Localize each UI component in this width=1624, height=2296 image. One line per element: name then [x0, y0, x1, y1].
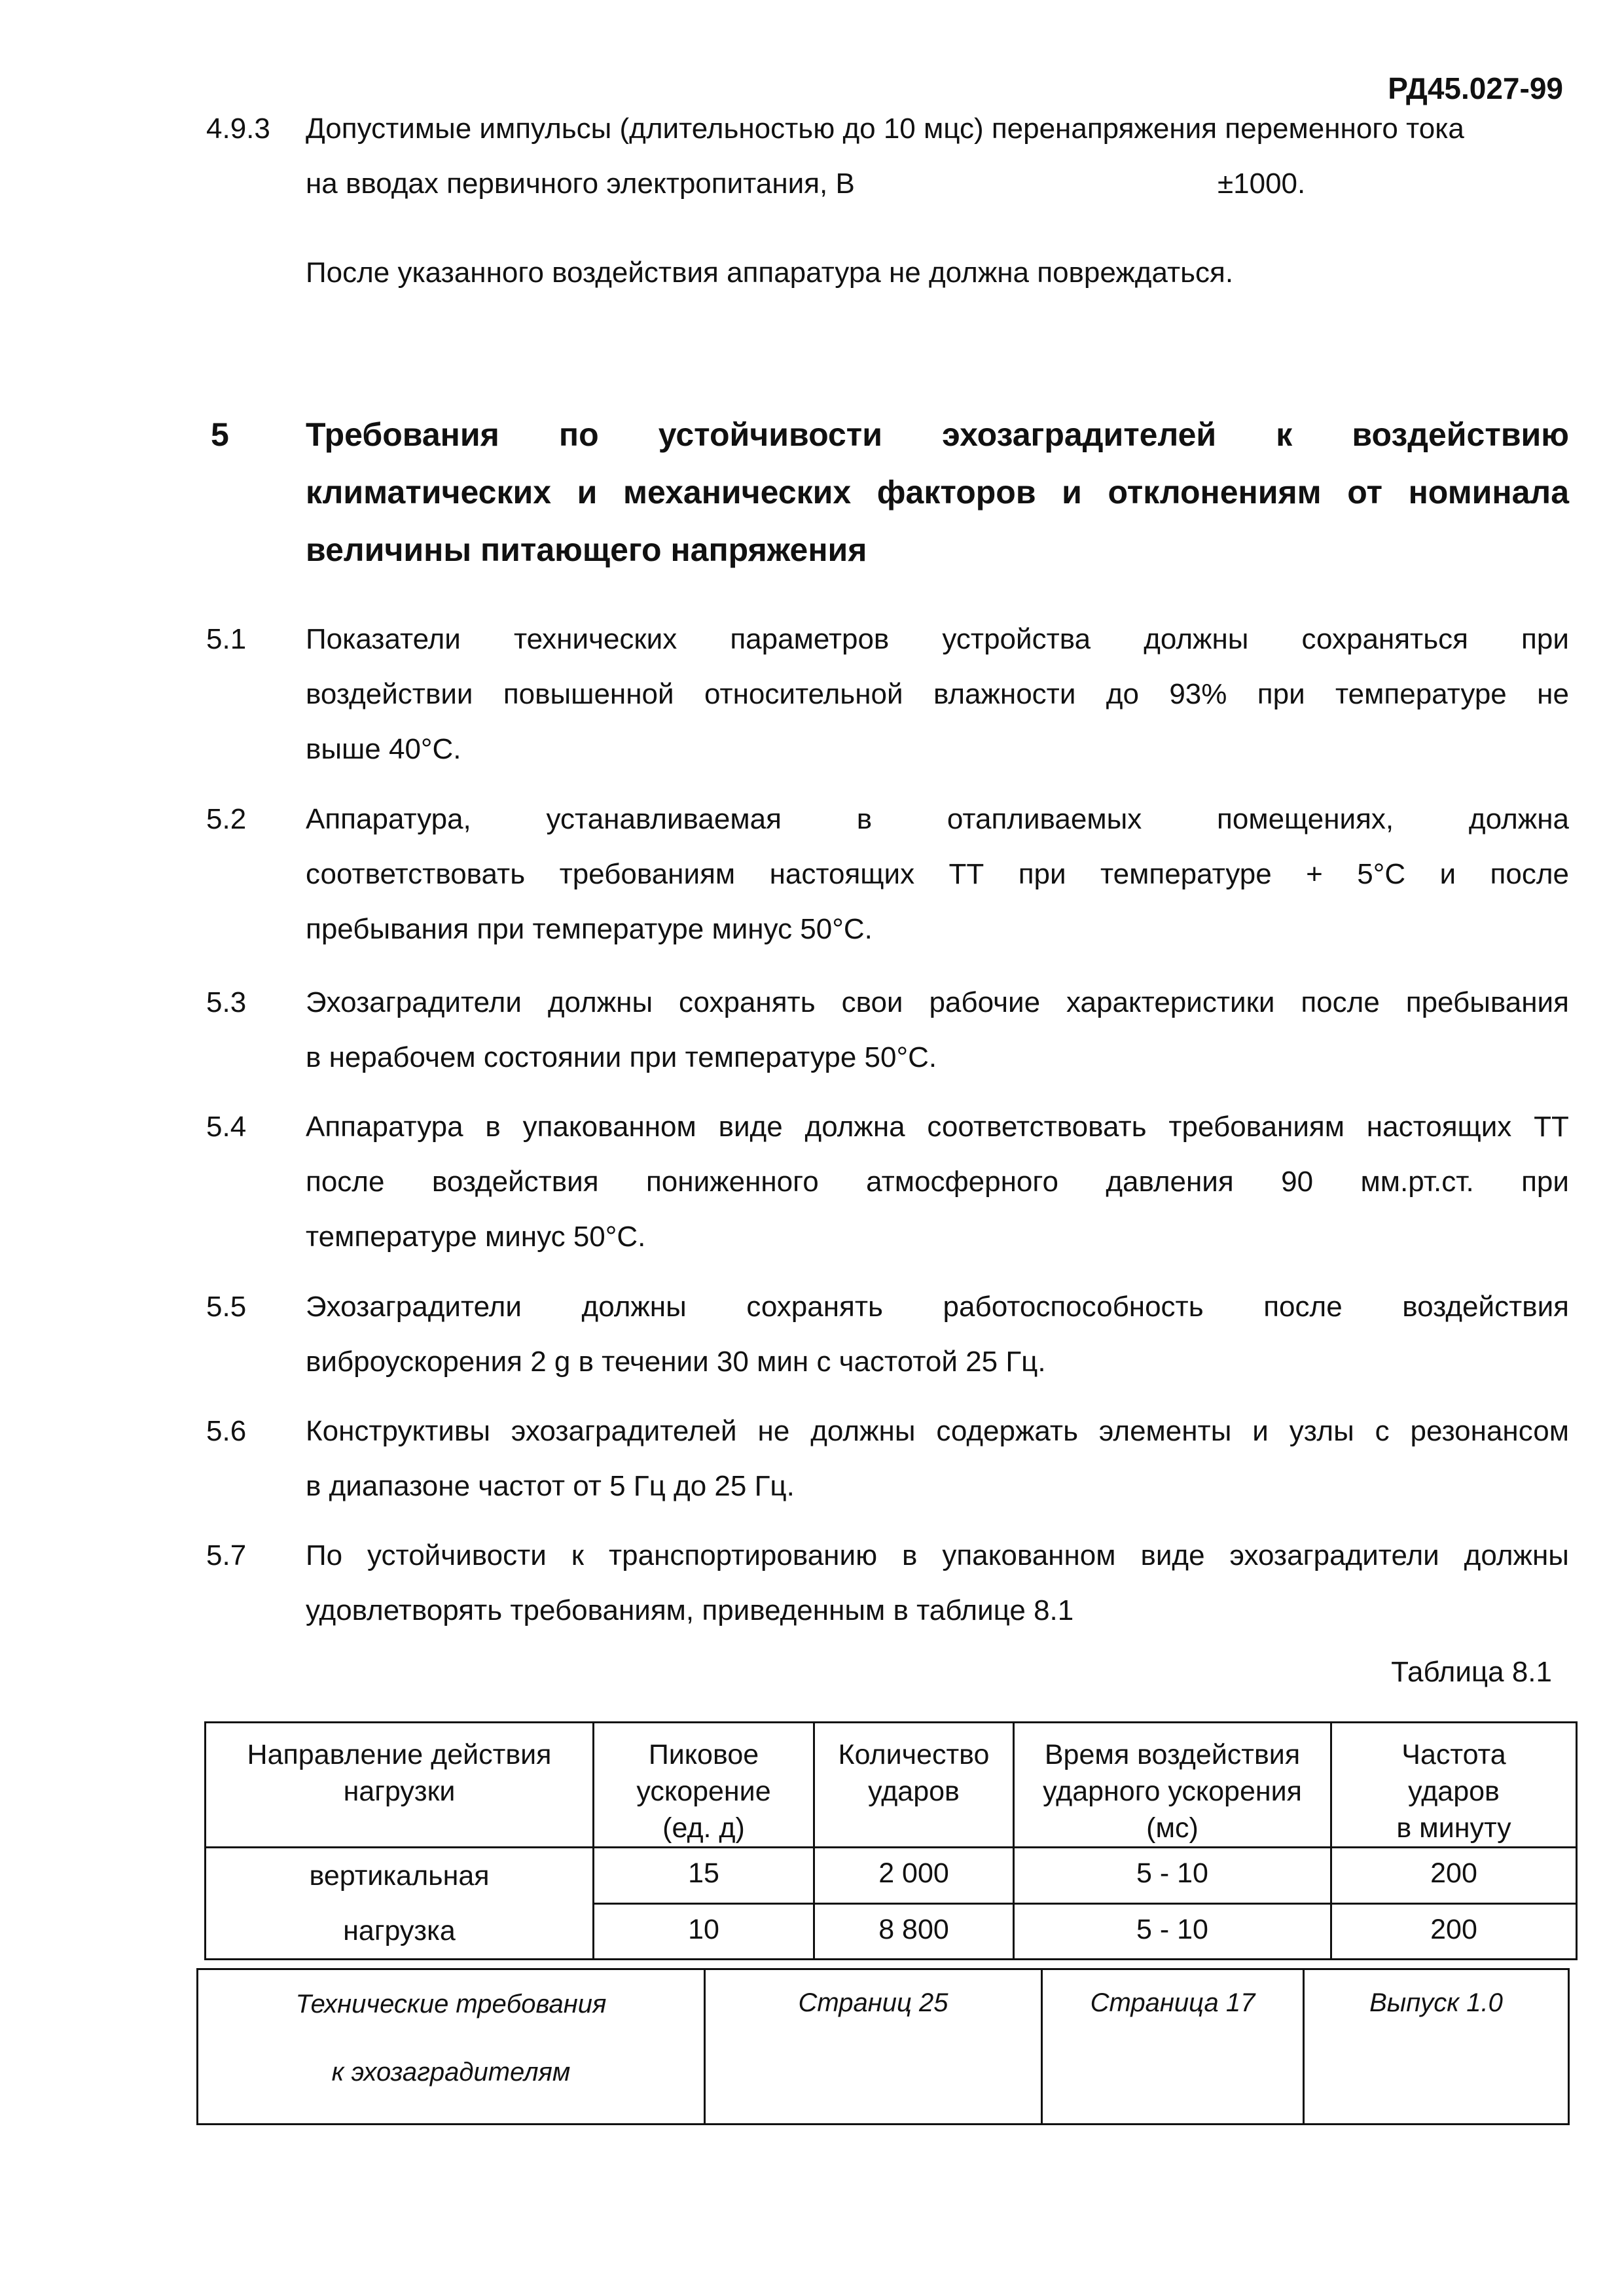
word: после	[1301, 986, 1380, 1018]
item-number: 5.4	[206, 1111, 247, 1143]
item-line	[306, 612, 1569, 667]
table-cell: 8 800	[814, 1903, 1014, 1960]
word: при	[1521, 623, 1569, 655]
word: эхозаградители	[1229, 1539, 1439, 1571]
item-line: в нерабочем состоянии при температуре 50°С.	[306, 1041, 937, 1073]
word: эхозаградителей	[511, 1415, 737, 1447]
header-line: Частота	[1401, 1739, 1506, 1770]
item-line	[306, 667, 1569, 722]
word: содержать	[936, 1415, 1078, 1447]
footer-doc-title	[198, 1969, 705, 2125]
item-body	[306, 1100, 1569, 1265]
paragraph-note: После указанного воздействия аппаратура не должна повреждаться.	[306, 257, 1234, 289]
word: устройства	[942, 623, 1091, 655]
header-shock-frequency	[1331, 1723, 1577, 1848]
item-line	[306, 847, 1569, 902]
heading-word: номинала	[1408, 474, 1569, 511]
paragraph-body	[306, 101, 1569, 211]
item-line	[306, 1528, 1569, 1583]
word: соответствовать	[927, 1111, 1147, 1143]
item-line: температуре минус 50°С.	[306, 1221, 646, 1253]
word: Конструктивы	[306, 1415, 491, 1447]
word: Эхозаградители	[306, 1291, 522, 1323]
item-line	[306, 1155, 1569, 1210]
word: технических	[513, 623, 677, 655]
word: не	[1537, 678, 1569, 710]
table-row	[206, 1848, 1577, 1904]
word: +	[1306, 858, 1323, 890]
item-line	[306, 1100, 1569, 1155]
word: после	[1263, 1291, 1343, 1323]
word: до	[1106, 678, 1139, 710]
word: с	[1375, 1415, 1390, 1447]
word: помещениях,	[1217, 803, 1394, 835]
word: ТТ	[1534, 1111, 1569, 1143]
word: относительной	[704, 678, 903, 710]
table-header-row	[206, 1723, 1577, 1848]
item-body	[306, 1280, 1569, 1390]
header-line: нагрузки	[343, 1776, 456, 1807]
header-line: (ед. д)	[662, 1812, 745, 1844]
item-body	[306, 975, 1569, 1085]
word: рабочие	[929, 986, 1041, 1018]
word: виде	[1140, 1539, 1205, 1571]
word: характеристики	[1066, 986, 1275, 1018]
item-line	[306, 792, 1569, 847]
word: в	[856, 803, 873, 835]
header-load-direction	[206, 1723, 594, 1848]
word: 93%	[1169, 678, 1227, 710]
item-body	[306, 1404, 1569, 1514]
item-line	[306, 975, 1569, 1030]
header-line: ударов	[1408, 1776, 1500, 1807]
section-number: 5	[211, 416, 229, 453]
section-title	[306, 406, 1569, 579]
word: настоящих	[769, 858, 915, 890]
word: не	[757, 1415, 790, 1447]
header-shock-count	[814, 1723, 1014, 1848]
section-title-line	[306, 406, 1569, 463]
heading-word: механических	[623, 474, 852, 511]
word: температуре	[1100, 858, 1272, 890]
heading-word: отклонениям	[1108, 474, 1322, 511]
word: виде	[718, 1111, 783, 1143]
word: пониженного	[645, 1166, 819, 1198]
table-cell: 200	[1331, 1903, 1577, 1960]
header-line: Направление действия	[247, 1739, 552, 1770]
heading-word: и	[1062, 474, 1082, 511]
word: отапливаемых	[947, 803, 1142, 835]
cell-line: вертикальная	[309, 1860, 490, 1892]
item-line: удовлетворять требованиям, приведенным в таблице 8.1	[306, 1594, 1074, 1626]
cell-line: нагрузка	[343, 1915, 456, 1946]
item-number: 5.3	[206, 986, 247, 1018]
word: атмосферного	[866, 1166, 1058, 1198]
word: 5°С	[1357, 858, 1406, 890]
footer-line: к эхозаградителям	[331, 2058, 571, 2087]
header-line: ударного ускорения	[1043, 1776, 1302, 1807]
document-code: РД45.027-99	[1388, 71, 1563, 105]
word: свои	[841, 986, 903, 1018]
line-text: на вводах первичного электропитания, В	[306, 168, 855, 200]
word: работоспособность	[943, 1291, 1204, 1323]
table-cell: 5 - 10	[1014, 1848, 1331, 1904]
table-cell: 2 000	[814, 1848, 1014, 1904]
footer-issue: Выпуск 1.0	[1304, 1969, 1569, 2125]
word: устойчивости	[367, 1539, 547, 1571]
item-number: 5.1	[206, 623, 247, 655]
word: ТТ	[948, 858, 984, 890]
heading-word: к	[1276, 416, 1293, 453]
word: воздействии	[306, 678, 473, 710]
word: воздействия	[1402, 1291, 1569, 1323]
word: в	[902, 1539, 918, 1571]
word: мм.рт.ст.	[1360, 1166, 1474, 1198]
item-number: 5.7	[206, 1539, 247, 1571]
footer-page-number: Страница 17	[1042, 1969, 1304, 2125]
paragraph-number: 4.9.3	[206, 113, 270, 145]
section-title-line: величины питающего напряжения	[306, 531, 867, 568]
word: в	[485, 1111, 501, 1143]
item-line: виброускорения 2 g в течении 30 мин с частотой 25 Гц.	[306, 1346, 1046, 1378]
word: к	[571, 1539, 585, 1571]
word: температуре	[1335, 678, 1507, 710]
word: требованиям	[559, 858, 736, 890]
heading-word: эхозаградителей	[942, 416, 1217, 453]
word: узлы	[1289, 1415, 1354, 1447]
word: настоящих	[1366, 1111, 1512, 1143]
header-line: ускорение	[636, 1776, 771, 1807]
header-line: (мс)	[1146, 1812, 1199, 1844]
word: должны	[1464, 1539, 1569, 1571]
word: требованиям	[1168, 1111, 1344, 1143]
section-title-line	[306, 463, 1569, 521]
header-peak-acceleration	[594, 1723, 814, 1848]
header-line: Пиковое	[648, 1739, 759, 1770]
paragraph-line: Допустимые импульсы (длительностью до 10 мцс) перенапряжения переменного тока	[306, 113, 1464, 145]
item-body	[306, 612, 1569, 777]
footer-line: Технические требования	[295, 1990, 607, 2018]
word: пребывания	[1405, 986, 1569, 1018]
word: должна	[1468, 803, 1569, 835]
item-line: пребывания при температуре минус 50°С.	[306, 913, 873, 945]
item-line	[306, 1404, 1569, 1459]
heading-word: воздействию	[1352, 416, 1569, 453]
table-cell: 5 - 10	[1014, 1903, 1331, 1960]
paragraph-line	[306, 156, 1569, 211]
item-body	[306, 1528, 1569, 1638]
header-line: Время воздействия	[1044, 1739, 1301, 1770]
footer-stamp	[196, 1968, 1570, 2125]
footer-row	[198, 1969, 1569, 2125]
word: должны	[547, 986, 653, 1018]
word: должны	[581, 1291, 687, 1323]
word: Показатели	[306, 623, 461, 655]
word: при	[1521, 1166, 1569, 1198]
word: По	[306, 1539, 343, 1571]
word: после	[306, 1166, 385, 1198]
header-shock-duration	[1014, 1723, 1331, 1848]
word: Аппаратура	[306, 1111, 463, 1143]
word: при	[1018, 858, 1066, 890]
word: резонансом	[1410, 1415, 1569, 1447]
item-line	[306, 1280, 1569, 1335]
heading-word: климатических	[306, 474, 552, 511]
word: устанавливаемая	[546, 803, 782, 835]
word: элементы	[1098, 1415, 1232, 1447]
voltage-value: ±1000.	[1218, 168, 1306, 200]
word: влажности	[933, 678, 1076, 710]
header-line: ударов	[868, 1776, 960, 1807]
word: параметров	[730, 623, 890, 655]
word: транспортированию	[608, 1539, 878, 1571]
word: и	[1252, 1415, 1269, 1447]
word: соответствовать	[306, 858, 526, 890]
table-cell: 10	[594, 1903, 814, 1960]
word: должны	[1144, 623, 1249, 655]
word: 90	[1281, 1166, 1314, 1198]
word: Эхозаградители	[306, 986, 522, 1018]
heading-word: и	[577, 474, 598, 511]
load-direction-cell	[206, 1848, 594, 1960]
heading-word: устойчивости	[658, 416, 883, 453]
word: упакованном	[522, 1111, 696, 1143]
word: давления	[1106, 1166, 1234, 1198]
word: после	[1490, 858, 1569, 890]
heading-word: по	[558, 416, 599, 453]
word: должна	[804, 1111, 905, 1143]
heading-word: Требования	[306, 416, 499, 453]
item-number: 5.2	[206, 803, 247, 835]
table-cell: 200	[1331, 1848, 1577, 1904]
word: при	[1257, 678, 1305, 710]
item-body	[306, 792, 1569, 957]
word: воздействия	[431, 1166, 599, 1198]
word: повышенной	[503, 678, 674, 710]
word: Аппаратура,	[306, 803, 471, 835]
item-number: 5.5	[206, 1291, 247, 1323]
item-line: выше 40°С.	[306, 733, 461, 765]
word: должны	[810, 1415, 916, 1447]
header-line: Количество	[838, 1739, 990, 1770]
word: сохранять	[679, 986, 816, 1018]
item-number: 5.6	[206, 1415, 247, 1447]
word: и	[1439, 858, 1456, 890]
table-caption: Таблица 8.1	[1391, 1656, 1552, 1688]
item-line: в диапазоне частот от 5 Гц до 25 Гц.	[306, 1470, 795, 1502]
word: сохраняться	[1301, 623, 1468, 655]
word: упакованном	[942, 1539, 1116, 1571]
header-line: в минуту	[1396, 1812, 1511, 1844]
heading-word: факторов	[876, 474, 1036, 511]
footer-pages-total: Страниц 25	[705, 1969, 1042, 2125]
word: сохранять	[746, 1291, 883, 1323]
heading-word: от	[1347, 474, 1383, 511]
shock-load-table	[204, 1721, 1578, 1960]
table-cell: 15	[594, 1848, 814, 1904]
